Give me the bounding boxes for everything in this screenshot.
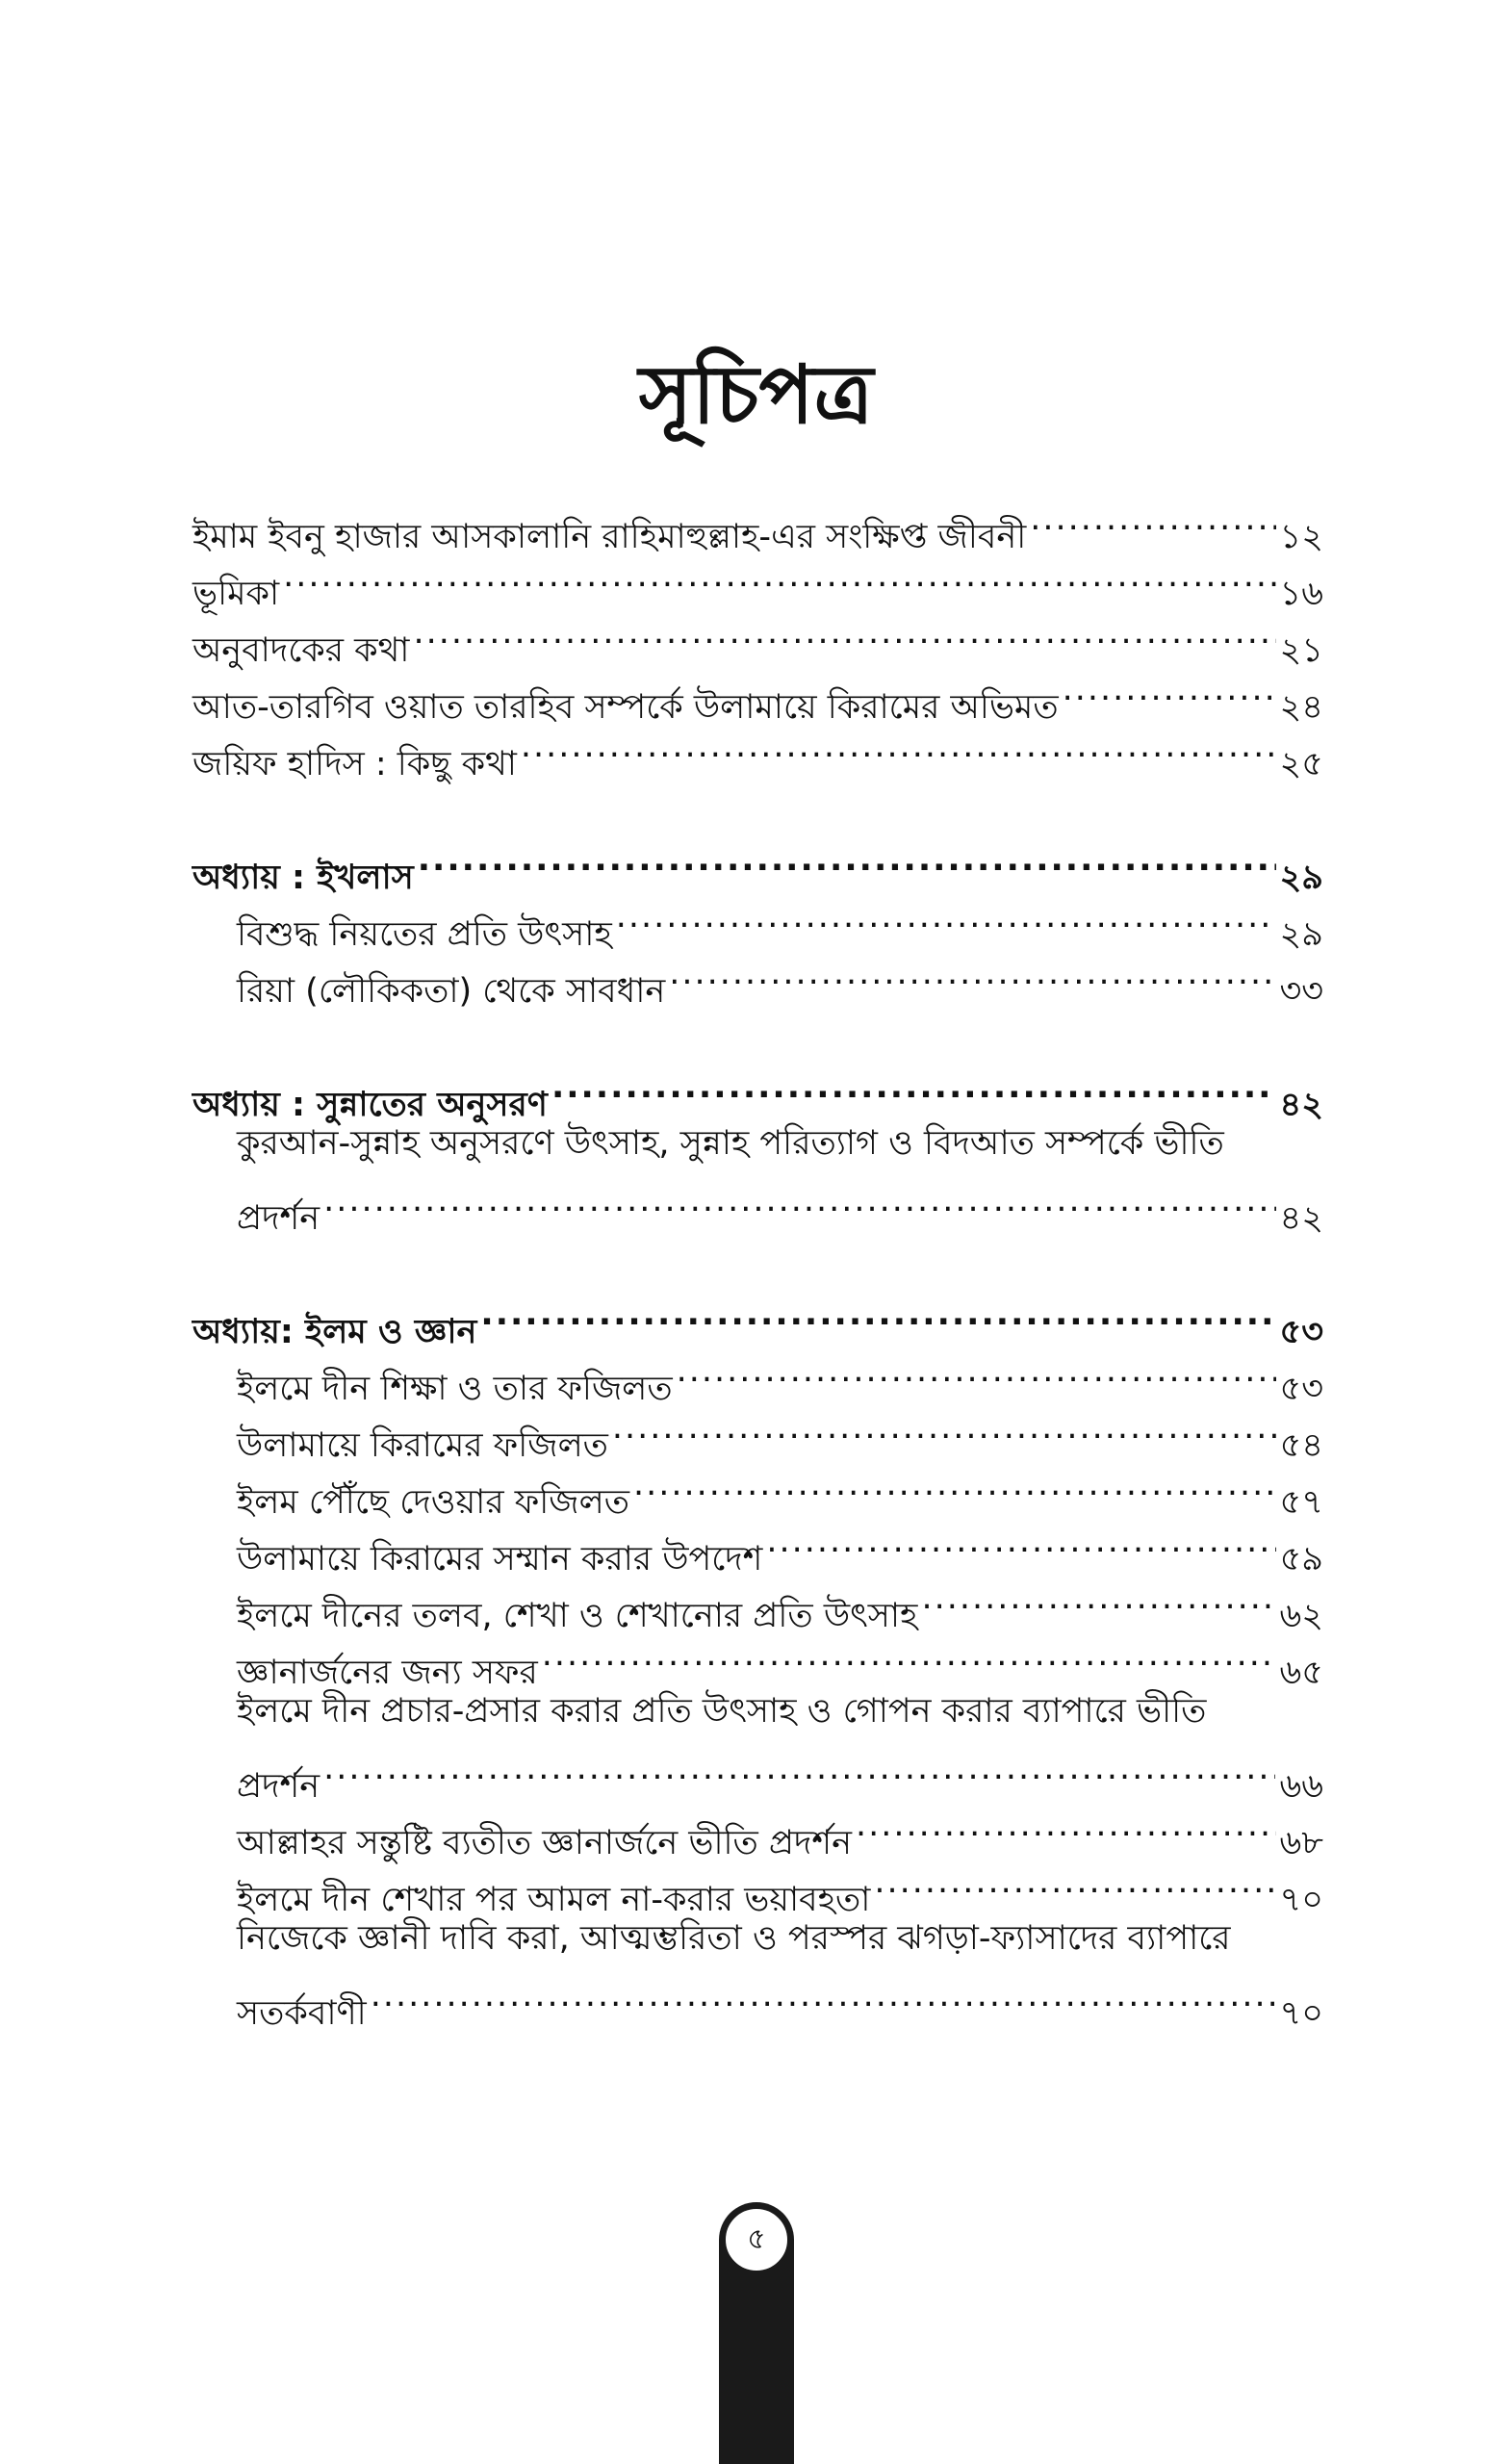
toc-entry[interactable] [192,1967,1323,2033]
toc-entry-page: ৩৩ [1279,972,1323,1011]
dot-leader [1063,661,1276,718]
chapter-label: অধ্যায় : সুন্নাতের অনুসরণ [192,1086,548,1124]
toc-entry-page: ২৫ [1279,745,1323,783]
toc-entry-label: ইলম পৌঁছে দেওয়ার ফজিলত [237,1483,629,1522]
toc-entry-label: ইমাম ইবনু হাজার আসকালানি রাহিমাহুল্লাহ-এর সংক্ষিপ্ত জীবনী [192,518,1027,556]
toc-entry-label: ভূমিকা [192,575,280,613]
dot-leader [921,1570,1275,1627]
toc-entry-label: বিশুদ্ধ নিয়তের প্রতি উৎসাহ [237,915,612,954]
dot-leader [551,1059,1276,1116]
toc-entry-page: ৬৫ [1279,1654,1323,1692]
dot-leader [521,718,1276,775]
dot-leader [1030,491,1275,548]
toc-entry-label: প্রদর্শন [237,1199,320,1238]
dot-leader [413,604,1275,661]
toc-entry-page: ২৯ [1279,915,1323,954]
toc-entry-label: কুরআন-সুন্নাহ অনুসরণে উৎসাহ, সুন্নাহ পরিত্যাগ ও বিদআত সম্পর্কে ভীতি [237,1124,1224,1163]
chapter-page: ২৯ [1279,859,1323,897]
toc-entry-page: ৪২ [1279,1199,1323,1238]
toc-entry-page: ৭০ [1279,1881,1323,1919]
toc-entry[interactable] [192,1797,1323,1862]
dot-leader [323,1740,1275,1797]
toc-entry-label: উলামায়ে কিরামের ফজিলত [237,1426,608,1465]
toc-entry-label: জয়িফ হাদিস : কিছু কথা [192,745,517,783]
dot-leader [612,1399,1276,1456]
toc-entry-line[interactable] [192,1116,1323,1172]
toc-entry-page: ১২ [1279,518,1323,556]
toc-entry-label: ইলমে দীন শেখার পর আমল না-করার ভয়াবহতা [237,1881,871,1919]
toc-chapter-ikhlas[interactable] [192,832,1323,897]
toc-entry-label: সতর্কবাণী [237,1994,367,2033]
section-gap [192,1229,1323,1286]
toc-entry-page: ৭০ [1279,1994,1323,2033]
dot-leader [371,1967,1276,2024]
toc-entry-page: ২১ [1279,631,1323,670]
toc-entry[interactable] [192,491,1323,556]
dot-leader [856,1797,1276,1854]
toc-entry-label: ইলমে দীন শিক্ষা ও তার ফজিলত [237,1370,673,1408]
toc-entry-page: ৬৮ [1279,1824,1323,1862]
dot-leader [766,1513,1275,1570]
chapter-label: অধ্যায়: ইলম ও জ্ঞান [192,1313,477,1351]
toc-entry-label: প্রদর্শন [237,1767,320,1806]
toc-entry-label: রিয়া (লৌকিকতা) থেকে সাবধান [237,972,666,1011]
table-of-contents [192,491,1323,2033]
toc-entry-label: নিজেকে জ্ঞানী দাবি করা, আত্মম্ভরিতা ও পরস্পর ঝগড়া-ফ্যাসাদের ব্যাপারে [237,1919,1231,1958]
dot-leader [542,1627,1276,1683]
dot-leader [874,1854,1275,1911]
toc-entry-label: উলামায়ে কিরামের সম্মান করার উপদেশ [237,1540,763,1578]
dot-leader [323,1172,1275,1229]
toc-entry-page: ৬২ [1279,1597,1323,1635]
page-title: সূচিপত্র [638,347,874,442]
toc-chapter-sunnah[interactable] [192,1059,1323,1124]
chapter-label: অধ্যায় : ইখলাস [192,859,414,897]
toc-entry-page: ৫৭ [1279,1483,1323,1522]
toc-entry-page: ৫৪ [1279,1426,1323,1465]
dot-leader [616,888,1276,945]
toc-entry[interactable] [192,604,1323,670]
toc-entry-label: আত-তারগিব ওয়াত তারহিব সম্পর্কে উলামায়ে কিরামের অভিমত [192,688,1059,727]
toc-entry-page: ২৪ [1279,688,1323,727]
toc-entry-label: আল্লাহর সন্তুষ্টি ব্যতীত জ্ঞানার্জনে ভীতি প্রদর্শন [237,1824,852,1862]
toc-entry[interactable] [192,548,1323,613]
dot-leader [480,1286,1275,1343]
toc-entry-page: ৫৯ [1279,1540,1323,1578]
dot-leader [677,1343,1276,1399]
dot-leader [418,832,1276,888]
dot-leader [283,548,1275,604]
toc-entry-label: অনুবাদকের কথা [192,631,410,670]
toc-chapter-ilm[interactable] [192,1286,1323,1351]
toc-entry-label: ইলমে দীনের তলব, শেখা ও শেখানোর প্রতি উৎসাহ [237,1597,918,1635]
toc-entry-page: ৫৩ [1279,1370,1323,1408]
dot-leader [669,945,1275,1002]
toc-entry-label: জ্ঞানার্জনের জন্য সফর [237,1654,538,1692]
chapter-page: ৪২ [1279,1086,1323,1124]
page-number: ৫ [723,2206,790,2273]
toc-entry-page: ৬৬ [1279,1767,1323,1806]
dot-leader [633,1456,1276,1513]
toc-entry-label: ইলমে দীন প্রচার-প্রসার করার প্রতি উৎসাহ ও গোপন করার ব্যাপারে ভীতি [237,1692,1207,1731]
toc-entry[interactable] [192,1172,1323,1238]
toc-entry-page: ১৬ [1279,575,1323,613]
chapter-page: ৫৩ [1279,1313,1323,1351]
toc-entry-line[interactable] [192,1683,1323,1740]
toc-entry[interactable] [192,1740,1323,1806]
toc-entry-line[interactable] [192,1911,1323,1967]
